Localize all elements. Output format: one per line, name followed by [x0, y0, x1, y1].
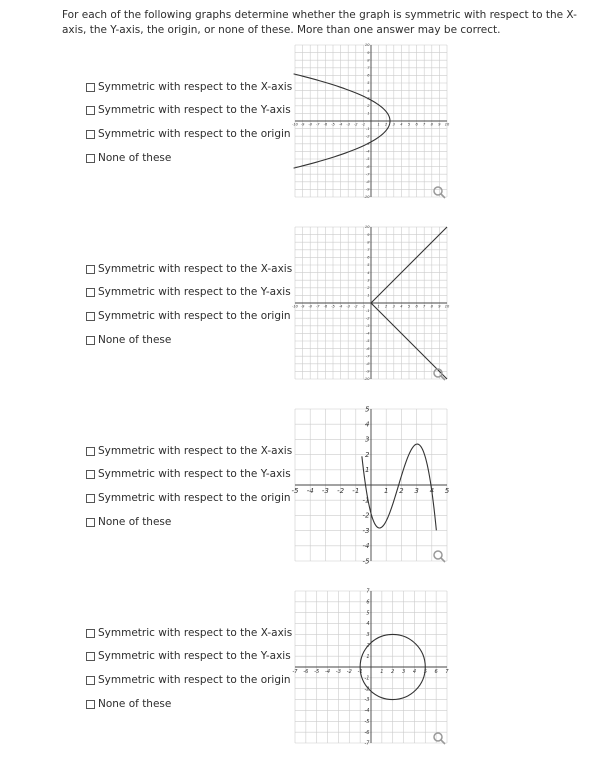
x-tick-label: -5	[314, 669, 320, 675]
checkbox-icon[interactable]	[86, 494, 95, 503]
y-tick-label: -3	[364, 697, 370, 704]
option-label: Symmetric with respect to the origin	[98, 310, 291, 322]
option-label: Symmetric with respect to the X-axis	[98, 263, 293, 275]
graph-4	[292, 588, 449, 747]
x-tick-label: 7	[423, 122, 426, 127]
checkbox-icon[interactable]	[86, 470, 95, 479]
y-tick-label: -5	[362, 557, 370, 566]
x-tick-label: -5	[331, 122, 335, 127]
x-tick-label: -10	[292, 122, 298, 127]
y-tick-label: -1	[365, 126, 370, 131]
x-tick-label: -10	[292, 304, 298, 309]
x-tick-label: -1	[361, 304, 366, 309]
q3-option-y-axis[interactable]	[86, 468, 291, 480]
option-label: Symmetric with respect to the Y-axis	[98, 468, 291, 480]
x-tick-label: 2	[385, 122, 388, 127]
q4-option-origin[interactable]	[86, 674, 291, 686]
y-tick-label: -8	[365, 362, 370, 366]
y-tick-label: 6	[366, 599, 370, 606]
x-tick-label: 6	[415, 304, 418, 309]
x-tick-label: -3	[335, 669, 341, 675]
magnifier-icon[interactable]	[432, 549, 446, 563]
x-tick-label: 6	[415, 122, 418, 127]
x-tick-label: -1	[361, 122, 366, 127]
x-tick-label: 3	[392, 122, 395, 127]
y-tick-label: -3	[365, 324, 370, 328]
y-tick-label: 9	[367, 50, 370, 55]
checkbox-icon[interactable]	[86, 652, 95, 661]
checkbox-icon[interactable]	[86, 265, 95, 274]
graph-2-svg	[292, 225, 450, 382]
x-tick-label: -6	[323, 122, 328, 127]
y-tick-label: -5	[365, 157, 370, 162]
option-label: None of these	[98, 334, 172, 346]
y-tick-label: 9	[367, 232, 370, 237]
x-tick-label: -1	[357, 669, 363, 675]
graph-4-svg	[292, 588, 449, 747]
x-tick-label: 9	[438, 304, 441, 309]
x-tick-label: -7	[316, 122, 320, 127]
x-tick-label: 1	[377, 304, 380, 309]
x-tick-label: -3	[346, 304, 350, 309]
checkbox-icon[interactable]	[86, 312, 95, 321]
option-label: Symmetric with respect to the Y-axis	[98, 650, 291, 662]
q4-option-x-axis[interactable]	[86, 627, 292, 639]
checkbox-icon[interactable]	[86, 130, 95, 139]
y-tick-label: -1	[365, 308, 370, 313]
y-tick-label: 2	[367, 286, 370, 290]
y-tick-label: 4	[367, 270, 370, 275]
y-tick-label: 7	[367, 248, 370, 252]
graph-1-svg	[292, 43, 450, 200]
y-tick-label: -9	[365, 187, 370, 192]
y-tick-label: 3	[365, 435, 370, 444]
q2-option-y-axis[interactable]	[86, 286, 291, 298]
y-tick-label: 8	[367, 240, 370, 245]
x-tick-label: -4	[338, 304, 343, 309]
magnifier-icon[interactable]	[432, 731, 446, 745]
y-tick-label: -7	[364, 740, 370, 747]
graph-3	[291, 405, 450, 566]
y-tick-label: -8	[365, 180, 370, 184]
x-tick-label: 10	[444, 122, 450, 127]
y-tick-label: 5	[367, 81, 370, 86]
y-tick-label: 7	[366, 588, 370, 595]
q1-option-x-axis[interactable]	[86, 81, 292, 93]
y-tick-label: -4	[365, 149, 370, 154]
x-tick-label: -6	[323, 304, 328, 309]
y-tick-label: 6	[367, 255, 370, 260]
q3-option-none[interactable]	[86, 516, 171, 528]
y-tick-label: -1	[362, 496, 370, 505]
x-tick-label: 8	[430, 122, 433, 127]
x-tick-label: 4	[400, 122, 403, 127]
y-tick-label: 5	[366, 610, 370, 617]
question-1	[0, 45, 606, 215]
checkbox-icon[interactable]	[86, 288, 95, 297]
x-tick-label: 6	[434, 669, 438, 675]
y-tick-label: 3	[366, 632, 370, 639]
x-tick-label: -4	[306, 487, 314, 495]
x-tick-label: 4	[400, 304, 403, 309]
y-tick-label: -1	[364, 675, 370, 682]
y-tick-label: -4	[364, 708, 370, 715]
y-tick-label: -4	[362, 542, 370, 551]
x-tick-label: -6	[303, 669, 309, 675]
y-tick-label: -2	[365, 134, 370, 139]
checkbox-icon[interactable]	[86, 83, 95, 92]
y-tick-label: -7	[365, 354, 370, 359]
checkbox-icon[interactable]	[86, 629, 95, 638]
q3-option-x-axis[interactable]	[86, 445, 292, 457]
y-tick-label: 1	[367, 111, 370, 116]
y-tick-label: -2	[362, 511, 370, 520]
instructions-text: For each of the following graphs determine whether the graph is symmetric with respect to the X-axis, the Y-axis, the origin, or none of these. More than one answer may be correct.	[62, 9, 577, 36]
q4-option-y-axis[interactable]	[86, 650, 291, 662]
x-tick-label: 5	[407, 122, 411, 127]
option-label: Symmetric with respect to the X-axis	[98, 627, 293, 639]
y-tick-label: 2	[366, 642, 370, 649]
y-tick-label: -5	[365, 339, 370, 344]
x-tick-label: 3	[414, 487, 419, 495]
q2-option-origin[interactable]	[86, 310, 291, 322]
question-3	[0, 405, 606, 579]
question-2	[0, 227, 606, 397]
q3-option-origin[interactable]	[86, 492, 291, 504]
x-tick-label: -2	[346, 669, 352, 675]
checkbox-icon[interactable]	[86, 336, 95, 345]
y-tick-label: -2	[364, 686, 370, 693]
x-tick-label: 2	[385, 304, 388, 309]
x-tick-label: -8	[308, 304, 312, 309]
x-tick-label: 7	[423, 304, 426, 309]
option-label: None of these	[98, 152, 172, 164]
y-tick-label: 7	[367, 66, 370, 70]
x-tick-label: 4	[429, 487, 435, 495]
y-tick-label: -6	[365, 164, 370, 169]
y-tick-label: -5	[364, 718, 370, 725]
x-tick-label: -8	[308, 122, 312, 127]
option-label: None of these	[98, 698, 172, 710]
x-tick-label: -7	[292, 669, 298, 675]
checkbox-icon[interactable]	[86, 447, 95, 456]
x-tick-label: 7	[445, 669, 449, 675]
x-tick-label: 10	[444, 304, 450, 309]
x-tick-label: -3	[321, 487, 329, 495]
x-tick-label: 3	[392, 304, 395, 309]
checkbox-icon[interactable]	[86, 106, 95, 115]
q1-option-none[interactable]	[86, 152, 171, 164]
y-tick-label: 2	[365, 450, 370, 459]
option-label: Symmetric with respect to the origin	[98, 492, 291, 504]
q4-option-none[interactable]	[86, 698, 171, 710]
x-tick-label: -1	[352, 487, 360, 495]
y-tick-label: 2	[367, 104, 370, 108]
y-tick-label: 4	[366, 621, 370, 628]
y-tick-label: 10	[364, 225, 370, 230]
graph-1	[292, 43, 450, 200]
x-tick-label: -9	[300, 122, 305, 127]
y-tick-label: -6	[364, 729, 370, 736]
y-tick-label: 4	[365, 420, 370, 429]
y-tick-label: -3	[362, 526, 370, 535]
x-tick-label: 5	[407, 304, 411, 309]
x-tick-label: 1	[377, 122, 380, 127]
x-tick-label: 3	[401, 669, 406, 675]
x-tick-label: -2	[337, 487, 345, 495]
y-tick-label: 10	[364, 43, 370, 48]
y-tick-label: -10	[363, 377, 370, 382]
q1-option-y-axis[interactable]	[86, 104, 291, 116]
q2-option-x-axis[interactable]	[86, 263, 292, 275]
magnifier-icon[interactable]	[432, 185, 446, 199]
x-tick-label: 1	[380, 669, 384, 675]
q2-option-none[interactable]	[86, 334, 171, 346]
checkbox-icon[interactable]	[86, 154, 95, 163]
q1-option-origin[interactable]	[86, 128, 291, 140]
x-tick-label: -4	[338, 122, 343, 127]
x-tick-label: -4	[325, 669, 331, 675]
x-tick-label: 2	[391, 669, 395, 675]
x-tick-label: -5	[331, 304, 335, 309]
y-tick-label: -3	[365, 142, 370, 146]
x-tick-label: -7	[316, 304, 320, 309]
y-tick-label: -7	[365, 172, 370, 177]
checkbox-icon[interactable]	[86, 700, 95, 709]
x-tick-label: -2	[354, 304, 358, 309]
y-tick-label: 1	[366, 653, 370, 660]
y-tick-label: 1	[365, 466, 370, 475]
y-tick-label: 3	[367, 96, 370, 101]
x-tick-label: 9	[438, 122, 441, 127]
y-tick-label: -2	[365, 316, 370, 321]
y-tick-label: -9	[365, 369, 370, 374]
option-label: Symmetric with respect to the origin	[98, 674, 291, 686]
option-label: Symmetric with respect to the X-axis	[98, 81, 293, 93]
x-tick-label: 2	[399, 487, 404, 495]
option-label: Symmetric with respect to the Y-axis	[98, 286, 291, 298]
x-tick-label: -3	[346, 122, 350, 127]
option-label: Symmetric with respect to the X-axis	[98, 445, 293, 457]
checkbox-icon[interactable]	[86, 518, 95, 527]
x-tick-label: 1	[383, 487, 389, 495]
y-tick-label: 6	[367, 73, 370, 78]
y-tick-label: 4	[367, 88, 370, 93]
checkbox-icon[interactable]	[86, 676, 95, 685]
graph-3-svg	[291, 405, 450, 566]
y-tick-label: 1	[367, 293, 370, 298]
x-tick-label: 5	[423, 669, 427, 675]
magnifier-icon[interactable]	[432, 367, 446, 381]
y-tick-label: -4	[365, 331, 370, 336]
x-tick-label: 4	[412, 669, 417, 675]
y-tick-label: 8	[367, 58, 370, 63]
x-tick-label: 5	[444, 487, 450, 495]
x-tick-label: 8	[430, 304, 433, 309]
question-4	[0, 588, 606, 761]
x-tick-label: -5	[291, 487, 299, 495]
graph-2	[292, 225, 450, 382]
y-tick-label: -6	[365, 346, 370, 351]
y-tick-label: 3	[367, 278, 370, 283]
option-label: Symmetric with respect to the origin	[98, 128, 291, 140]
y-tick-label: -10	[363, 195, 370, 200]
x-tick-label: -2	[354, 122, 358, 127]
option-label: Symmetric with respect to the Y-axis	[98, 104, 291, 116]
y-tick-label: 5	[365, 405, 370, 414]
y-tick-label: 5	[367, 263, 370, 268]
x-tick-label: -9	[300, 304, 305, 309]
option-label: None of these	[98, 516, 172, 528]
